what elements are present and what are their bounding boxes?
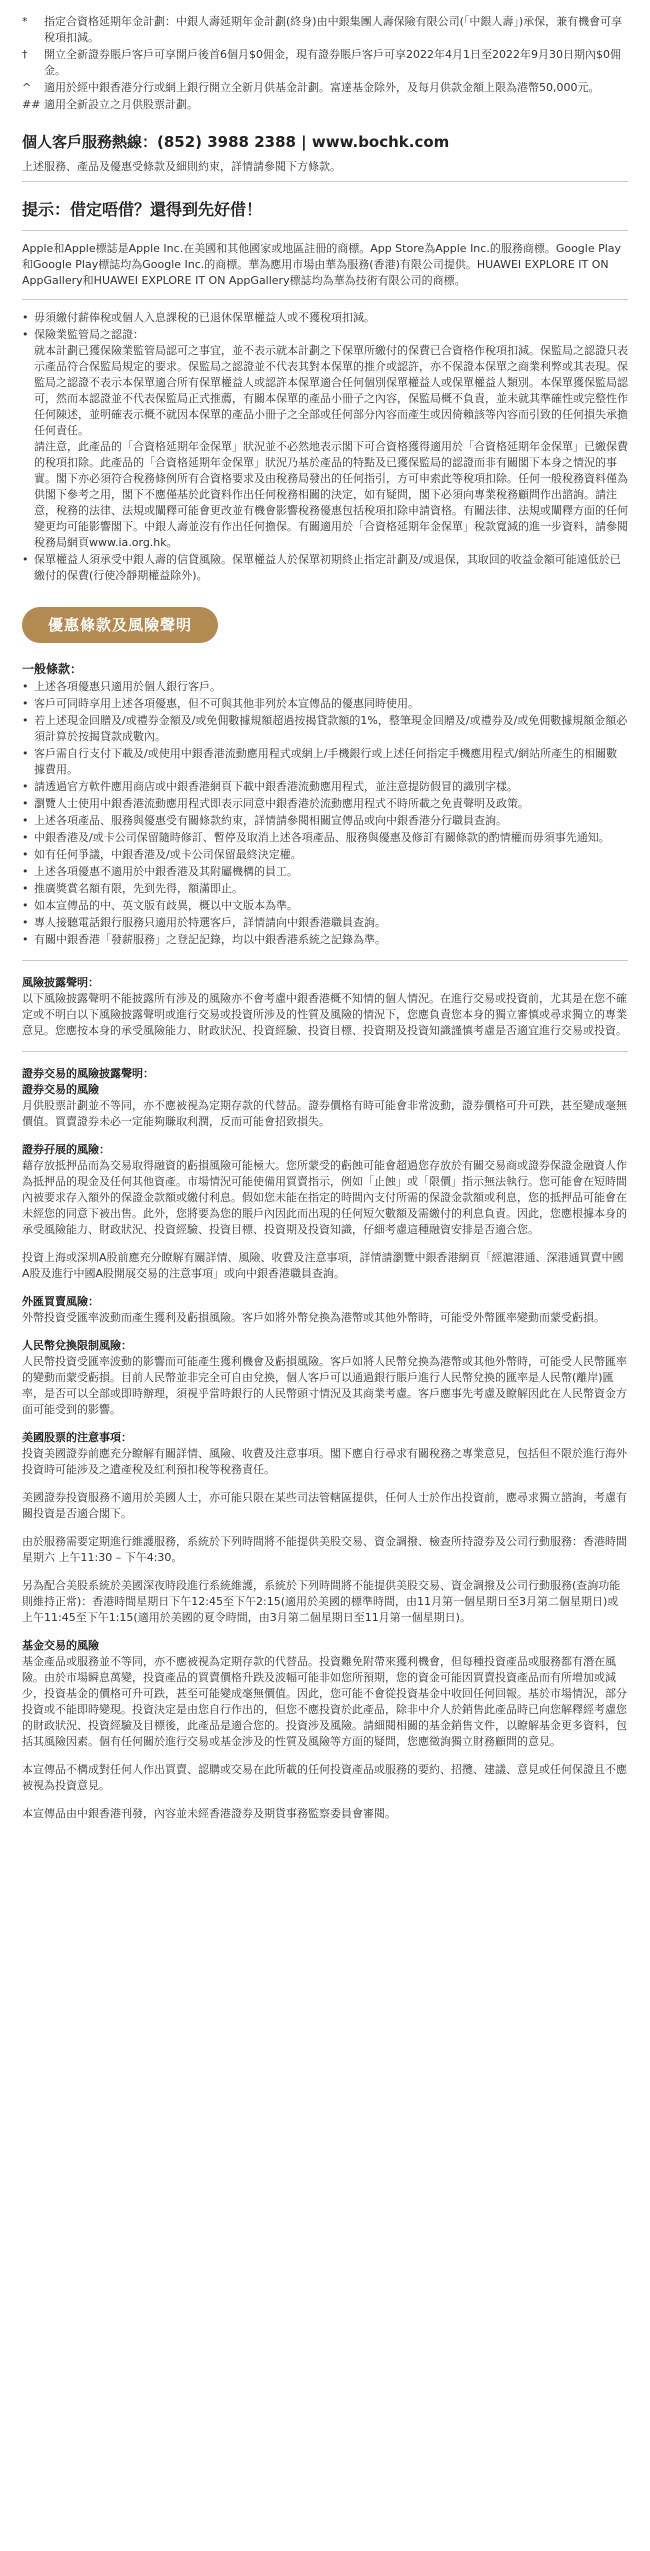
footnote-symbol: ^ [22,81,32,94]
hotline-section [22,131,628,182]
footnote [22,80,628,96]
divider [22,960,628,961]
footnote [22,97,628,113]
general-terms-list [22,679,628,948]
paragraph: 人民幣投資受匯率波動的影響而可能產生獲利機會及虧損風險。客戶如將人民幣兌換為港幣或其他外幣時，可能受人民幣匯率的變動而蒙受虧損。目前人民幣並非完全可自由兌換，個人客戶可以通過銀行賬戶進行人民幣兌換的匯率是人民幣(離岸)匯率，是否可以全部或即時辦理，須視乎當時銀行的人民幣頭寸情況及其商業考慮。客戶應事先考慮及瞭解因此在人民幣資金方面可能受到的影響。 [22,1355,627,1416]
list-item: • 上述各項優惠只適用於個人銀行客戶。 [22,679,628,695]
list-item: • 請透過官方軟件應用商店或中銀香港網頁下載中銀香港流動應用程式，並注意提防假冒的識別字樣。 [22,779,628,795]
paragraph: 投資上海或深圳A股前應充分瞭解有關詳情、風險、收費及注意事項，詳情請瀏覽中銀香港網頁「經滬港通、深港通買賣中國A股及進行中國A股開展交易的注意事項」或向中銀香港職員查詢。 [22,1251,624,1280]
list-item: • 有關中銀香港「發薪服務」之登記記錄，均以中銀香港系統之記錄為準。 [22,932,628,948]
list-item: • 保險業監管局之認證： 就本計劃已獲保險業監管局認可之事宜，並不表示就本計劃之下保單所繳付的保費已合資格作稅項扣減。保監局之認證只表示產品符合保監局規定的要求。保監局之認證並不代表其對本保單的推介或認許，亦不保證本保單之商業利弊或其表現。保監局之認證不表示本保單適合所有保單權益人或認許本保單適合任何個別保單權益人或保單權益人類別。本保單獲保監局認可，然而本認證並不代表保監局正式推薦，有關本保單的產品小冊子之內容，保監局概不負責，並未就其準確性或完整性作任何陳述，並明確表示概不就因本保單的產品小冊子之全部或任何部分內容而產生或因倚賴該等內容而引致的任何損失承擔任何責任。 請注意，此產品的「合資格延期年金保單」狀況並不必然地表示閣下可合資格獲得適用於「合資格延期年金保單」已繳保費的稅項扣除。此產品的「合資格延期年金保單」狀況乃基於產品的特點及已獲保監局的認證而非有關閣下本身之情況的事實。閣下亦必須符合稅務條例所有合資格要求及由稅務局發出的任何指引，方可申索此等稅項扣除。任何一般稅務資料僅為供閣下參考之用，閣下不應僅基於此資料作出任何稅務相關的決定，如有疑問，閣下必須向專業稅務顧問作出諮詢。請注意，稅務的法律、法規或闡釋可能會更改並有機會影響稅務優惠包括稅項扣除申請資格。有關法律、法規或闡釋方面的任何變更均可能影響閣下。中銀人壽並沒有作出任何擔保。有關適用於「合資格延期年金保單」稅款寬減的進一步資料，請參閱稅務局網頁www.ia.org.hk。 [22,327,628,551]
rmb-subtitle: 人民幣兌換限制風險： [22,1339,132,1352]
reminder-section [22,198,628,231]
list-item: • 毋須繳付薪俸稅或個人入息課稅的已退休保單權益人或不獲稅項扣減。 [22,310,628,326]
risk-text: 以下風險披露聲明不能披露所有涉及的風險亦不會考慮中銀香港概不知情的個人情況。在進行交易或投資前，尤其是在您不確定或不明白以下風險披露聲明或進行交易或投資所涉及的性質及風險的情況下，您應負責您本身的獨立審慎或尋求獨立的專業意見。您應按本身的承受風險能力、財政狀況、投資經驗、投資目標、投資期及投資知識謹慎考慮是否適宜進行交易或投資。 [22,992,627,1037]
paragraph: 外幣投資受匯率波動而產生獲利及虧損風險。客戶如將外幣兌換為港幣或其他外幣時，可能受外幣匯率變動而蒙受虧損。 [22,1311,605,1324]
risk-title: 風險披露聲明： [22,976,99,989]
hotline-note: 上述服務、產品及優惠受條款及細則約束，詳情請參閱下方條款。 [22,160,341,173]
footnote-symbol: ## [22,98,41,111]
list-item: • 中銀香港及/或卡公司保留隨時修訂、暫停及取消上述各項產品、服務與優惠及修訂有關條款的酌情權而毋須事先通知。 [22,830,628,846]
paragraph: 由於服務需要定期進行維護服務，系統於下列時間將不能提供美股交易、資金調撥、檢查所持證券及公司行動服務：香港時間星期六 上午11:30 – 下午4:30。 [22,1535,627,1564]
list-item: • 專人接聽電話銀行服務只適用於特選客戶，詳情請向中銀香港職員查詢。 [22,915,628,931]
us-stock-subtitle: 美國股票的注意事項： [22,1431,132,1444]
footnote [22,47,628,79]
footnote-text: 開立全新證券賬戶客戶可享開戶後首6個月$0佣金，現有證券賬戶客戶可享2022年4月1日至2022年9月30日期內$0佣金。 [44,48,621,77]
general-terms [22,661,628,948]
footnote-symbol: † [22,48,28,61]
list-item: • 上述各項產品、服務與優惠受有關條款約束，詳情請參閱相關宣傳品或向中銀香港分行職員查詢。 [22,813,628,829]
list-item: • 如有任何爭議，中銀香港及/或卡公司保留最終決定權。 [22,847,628,863]
paragraph: 基金產品或服務並不等同，亦不應被視為定期存款的代替品。投資難免附帶來獲利機會，但每種投資產品或服務都有潛在風險。由於市場瞬息萬變，投資產品的買賣價格升跌及波幅可能非如您所預期，您的資金可能因買賣投資產品而有所增加或減少，投資基金的價格可升可跌，甚至可能變成毫無價值。因此，您可能不會從投資基金中收回任何回報。基於市場情況，部分投資或不能即時變現。投資決定是由您自行作出的，但您不應投資於此產品，除非中介人於銷售此產品時已向您解釋經考慮您的財政狀況、投資經驗及目標後，此產品是適合您的。投資涉及風險。請細閱相關的基金銷售文件，以瞭解基金更多資料，包括其風險因素。個有任何關於進行交易或基金涉及的性質及風險等方面的疑問，您應徵詢獨立財務顧問的意見。 [22,1655,627,1748]
footnote-text: 指定合資格延期年金計劃：中銀人壽延期年金計劃(終身)由中銀集團人壽保險有限公司(「中銀人壽」)承保，兼有機會可享稅項扣減。 [44,15,623,44]
paragraph: 本宣傳品不構成對任何人作出買賣、認購或交易在此所載的任何投資產品或服務的要約、招攬、建議、意見或任何保證且不應被視為投資意見。 [22,1763,627,1792]
paragraph: 藉存放抵押品而為交易取得融資的虧損風險可能極大。您所蒙受的虧蝕可能會超過您存放於有關交易商或證券保證金融資人作為抵押品的現金及任何其他資產。市場情況可能使備用買賣指示，例如「止蝕」或「限價」指示無法執行。您可能會在短時間內被要求存入額外的保證金款額或繳付利息。假如您未能在指定的時間內支付所需的保證金款額或利息，您的抵押品可能會在未經您的同意下被出售。此外，您將要為您的賬戶內因此而出現的任何短欠數額及需繳付的利息負責。因此，您應根據本身的承受風險能力、財政狀況、投資經驗、投資目標、投資期及投資知識，仔細考慮這種融資安排是否適合您。 [22,1159,627,1236]
list-item: • 若上述現金回贈及/或禮券金額及/或免佣數據規額超過按揭貸款額的1%，整筆現金回贈及/或禮券及/或免佣數據規額金額必須計算於按揭貸款成數內。 [22,713,628,745]
list-item: • 上述各項優惠不適用於中銀香港及其附屬機構的員工。 [22,864,628,880]
margin-subtitle: 證券孖展的風險： [22,1143,110,1156]
footnote [22,14,628,46]
terms-banner: 優惠條款及風險聲明 [22,607,218,643]
list-item: • 推廣獎賞名額有限，先到先得，額滿即止。 [22,881,628,897]
paragraph: 投資美國證券前應充分瞭解有關詳情、風險、收費及注意事項。閣下應自行尋求有關稅務之專業意見，包括但不限於進行海外投資時可能涉及之遺產稅及紅利預扣稅等稅務責任。 [22,1447,627,1476]
paragraph: 月供股票計劃並不等同，亦不應被視為定期存款的代替品。證券價格有時可能會非常波動，證券價格可升可跌，甚至變成毫無價值。買賣證券未必一定能夠賺取利潤，反而可能會招致損失。 [22,1099,627,1128]
list-item: • 瀏覽人士使用中銀香港流動應用程式即表示同意中銀香港於流動應用程式不時所載之免責聲明及政策。 [22,796,628,812]
fx-subtitle: 外匯買賣風險： [22,1295,99,1308]
list-item: • 客戶可同時享用上述各項優惠，但不可與其他非列於本宣傳品的優惠同時使用。 [22,696,628,712]
risk-disclosure [22,975,628,1039]
hotline-title: 個人客戶服務熱線：(852) 3988 2388 | www.bochk.com [22,133,450,151]
reminder-title: 提示：借定唔借？還得到先好借！ [22,200,263,219]
footnote-text: 適用全新設立之月供股票計劃。 [44,98,198,111]
general-terms-title: 一般條款： [22,662,83,676]
footnote-symbol: * [22,15,28,28]
divider [22,1051,628,1052]
footnote-text: 適用於經中銀香港分行或網上銀行開立全新月供基金計劃。富達基金除外，及每月供款金額上限為港幣50,000元。 [44,81,600,94]
paragraph: 另為配合美股系統於美國深夜時段進行系統維護，系統於下列時間將不能提供美股交易、資金調撥及公司行動服務(查詢功能則維持正常)：香港時間星期日下午12:45至下午2:15(適用於美國的標準時間，由11月第一個星期日至3月第二個星期日)或上午11:45至下午1:15(適用於美國的夏令時間，由3月第二個星期日至11月第一個星期日)。 [22,1579,621,1624]
paragraph: 本宣傳品由中銀香港刊發，內容並未經香港證券及期貨事務監察委員會審閱。 [22,1807,396,1820]
paragraph: 美國證券投資服務不適用於美國人士，亦可能只限在某些司法管轄區提供，任何人士於作出投資前，應尋求獨立諮詢，考慮有關投資是否適合閣下。 [22,1491,627,1520]
fund-subtitle: 基金交易的風險 [22,1639,99,1652]
insurance-notes [22,310,628,584]
trademark-notice: Apple和Apple標誌是Apple Inc.在美國和其他國家或地區註冊的商標。App Store為Apple Inc.的服務商標。Google Play和Google Play標誌均為Google Inc.的商標。華為應用市場由華為服務(香港)有限公司提供。HUAWEI EXPLORE IT ON AppGallery和HUAWEI EXPLORE IT ON AppGallery標誌均為華為技術有限公司的商標。 [22,241,628,300]
list-item: • 客戶需自行支付下載及/或使用中銀香港流動應用程式或網上/手機銀行或上述任何指定手機應用程式/網站所產生的相關數據費用。 [22,746,628,778]
list-item: • 保單權益人須承受中銀人壽的信貸風險。保單權益人於保單初期終止指定計劃及/或退保，其取回的收益金額可能遠低於已繳付的保費(行使冷靜期權益除外)。 [22,552,628,584]
securities-risk [22,1066,628,1822]
list-item: • 如本宣傳品的中、英文版有歧異，概以中文版本為準。 [22,898,628,914]
securities-title: 證券交易的風險披露聲明： [22,1067,154,1080]
footnotes [22,14,628,113]
securities-subtitle: 證券交易的風險 [22,1083,99,1096]
